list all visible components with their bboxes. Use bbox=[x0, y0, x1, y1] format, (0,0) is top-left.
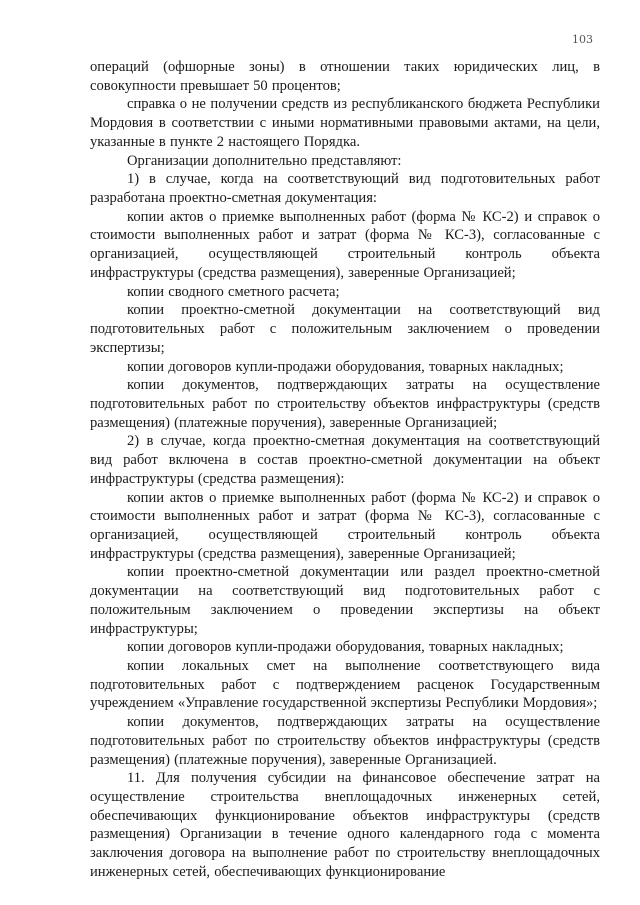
paragraph-case-2-design-docs: копии проектно-сметной документации или раздел проектно-сметной документации на соответствующий вид подготовительных работ с положительным заключением о проведении экспертизы на объект инфраструктуры; bbox=[90, 564, 600, 637]
paragraph-case-1-estimate: копии сводного сметного расчета; bbox=[127, 283, 340, 300]
paragraph-case-1-contracts: копии договоров купли-продажи оборудования, товарных накладных; bbox=[127, 358, 564, 375]
document-body bbox=[90, 58, 600, 882]
paragraph-offshore-continuation: операций (офшорные зоны) в отношении таких юридических лиц, в совокупности превышает 50 процентов; bbox=[90, 59, 600, 94]
page-number: 103 bbox=[572, 33, 593, 46]
paragraph-case-2: 2) в случае, когда проектно-сметная документация на соответствующий вид работ включена в состав проектно-сметной документации на объект инфраструктуры (средства размещения): bbox=[90, 433, 600, 487]
paragraph-section-11: 11. Для получения субсидии на финансовое обеспечение затрат на осуществление строительства внеплощадочных инженерных сетей, обеспечивающих функционирование объектов инфраструктуры (средств размещения) Организации в течение одного календарного года с момента заключения договора на выполнение работ по строительству внеплощадочных инженерных сетей, обеспечивающих функционирование bbox=[90, 770, 600, 880]
paragraph-case-1-acts: копии актов о приемке выполненных работ (форма № КС-2) и справок о стоимости выполненных работ и затрат (форма № КС-3), согласованные с организацией, осуществляющей строительный контроль объекта инфраструктуры (средства размещения), заверенные Организацией; bbox=[90, 208, 600, 281]
paragraph-case-1-payments: копии документов, подтверждающих затраты на осуществление подготовительных работ по строительству объектов инфраструктуры (средств размещения) (платежные поручения), заверенные Организацией; bbox=[90, 377, 600, 431]
paragraph-case-1: 1) в случае, когда на соответствующий вид подготовительных работ разработана проектно-сметная документация: bbox=[90, 171, 600, 207]
paragraph-budget-certificate: справка о не получении средств из республиканского бюджета Республики Мордовия в соответствии с иными нормативными правовыми актами, на цели, указанные в пункте 2 настоящего Порядка. bbox=[90, 96, 600, 150]
paragraph-case-2-payments: копии документов, подтверждающих затраты на осуществление подготовительных работ по строительству объектов инфраструктуры (средств размещения) (платежные поручения), заверенные Организацией. bbox=[90, 714, 600, 768]
paragraph-case-1-design-docs: копии проектно-сметной документации на соответствующий вид подготовительных работ с положительным заключением о проведении экспертизы; bbox=[90, 302, 600, 356]
paragraph-additional-docs-intro: Организации дополнительно представляют: bbox=[127, 152, 402, 169]
paragraph-case-2-contracts: копии договоров купли-продажи оборудования, товарных накладных; bbox=[127, 639, 564, 656]
paragraph-case-2-acts: копии актов о приемке выполненных работ (форма № КС-2) и справок о стоимости выполненных работ и затрат (форма № КС-3), согласованные с организацией, осуществляющей строительный контроль объекта инфраструктуры (средства размещения), заверенные Организацией; bbox=[90, 489, 600, 562]
paragraph-case-2-local-estimates: копии локальных смет на выполнение соответствующего вида подготовительных работ с подтверждением расценок Государственным учреждением «Управление государственной экспертизы Республики Мордовия»; bbox=[90, 658, 600, 712]
